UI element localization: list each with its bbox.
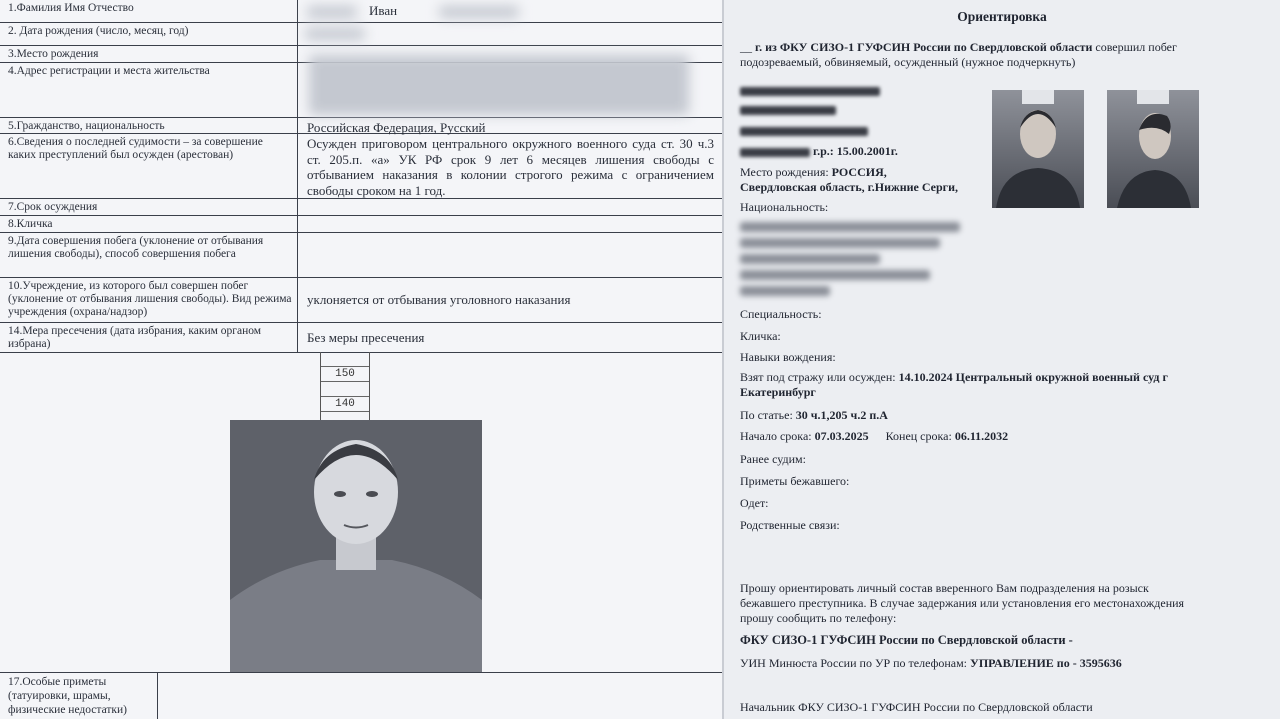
intro-line-2: подозреваемый, обвиняемый, осужденный (нужное подчеркнуть): [740, 55, 1076, 69]
row-label: 10.Учреждение, из которого был совершен побег (уклонение от отбывания лишения свободы). Вид режима учреждения (охрана/надзор): [0, 278, 298, 322]
table-row: [0, 134, 722, 199]
redaction: [307, 6, 357, 18]
person-silhouette-icon: [230, 420, 482, 672]
table-row: [0, 323, 722, 353]
custody-line: Взят под стражу или осужден: 14.10.2024 Центральный окружной военный суд г: [740, 370, 1168, 384]
mugshot-photo: [230, 420, 482, 672]
row-value: Осужден приговором центрального окружного военного суда ст. 30 ч.3 ст. 205.п. «а» УК РФ срок 9 лет 6 месяцев лишения свободы с отбыванием наказания в колонии строгого режима с ограничением свободы сроком на 1 год.: [307, 136, 714, 198]
row-value: [299, 23, 722, 45]
dressed-line: Одет:: [740, 496, 769, 510]
table-row: [0, 278, 722, 323]
person-front-icon: [992, 90, 1084, 208]
row-label: 9.Дата совершения побега (уклонение от отбывания лишения свободы), способ совершения побега: [0, 233, 298, 277]
nickname-line: Кличка:: [740, 329, 781, 343]
scale-mark: 140: [321, 397, 369, 412]
row-label: 17.Особые приметы (татуировки, шрамы, физические недостатки): [0, 673, 158, 719]
dob-line: г.р.: 15.00.2001г.: [740, 144, 898, 158]
table-row: [0, 216, 722, 233]
table-row: [0, 672, 722, 719]
driving-line: Навыки вождения:: [740, 350, 836, 364]
row-value: [299, 216, 722, 232]
custody-line-2: Екатеринбург: [740, 385, 816, 399]
relatives-line: Родственные связи:: [740, 518, 840, 532]
intro-line: __ г. из ФКУ СИЗО-1 ГУФСИН России по Свердловской области совершил побег: [740, 40, 1177, 54]
signs-line: Приметы бежавшего:: [740, 474, 850, 488]
table-row: [0, 233, 722, 278]
table-row: [0, 118, 722, 134]
mugshot-front: [992, 90, 1084, 208]
uin-line: УИН Минюста России по УР по телефонам: УПРАВЛЕНИЕ по - 3595636: [740, 656, 1122, 670]
row-label: 14.Мера пресечения (дата избрания, каким органом избрана): [0, 323, 298, 352]
redaction: [305, 28, 365, 40]
table-row: [0, 63, 722, 118]
page-title: Ориентировка: [957, 9, 1047, 24]
nationality-line: Национальность:: [740, 200, 829, 214]
prior-line: Ранее судим:: [740, 452, 806, 466]
birthplace-line-2: Свердловская область, г.Нижние Серги,: [740, 180, 959, 194]
term-line: Начало срока: 07.03.2025 Конец срока: 06.11.2032: [740, 429, 1009, 443]
specialty-line: Специальность:: [740, 307, 822, 321]
row-value: [299, 233, 722, 277]
redacted-name: [740, 102, 836, 116]
footer-line: Начальник ФКУ СИЗО-1 ГУФСИН России по Свердловской области: [740, 700, 1093, 714]
row-label: 6.Сведения о последней судимости – за совершение каких преступлений был осужден (арестован): [0, 134, 298, 198]
orientation-sheet: [724, 0, 1280, 719]
org-line: ФКУ СИЗО-1 ГУФСИН России по Свердловской области -: [740, 633, 1073, 647]
request-line-3: прошу сообщить по телефону:: [740, 611, 897, 625]
row-label: 5.Гражданство, национальность: [0, 118, 298, 133]
row-value: Российская Федерация, Русский: [307, 120, 486, 135]
height-scale: [320, 352, 370, 422]
table-row: [0, 0, 722, 23]
redacted-block: [740, 222, 970, 302]
scale-mark: 150: [321, 367, 369, 382]
row-value: [299, 0, 722, 22]
table-row: [0, 23, 722, 46]
row-value: [299, 63, 722, 117]
table-row: [0, 199, 722, 216]
redaction: [439, 6, 519, 18]
article-line: По статье: 30 ч.1,205 ч.2 п.А: [740, 408, 888, 422]
person-profile-icon: [1107, 90, 1199, 208]
row-value: Без меры пресечения: [307, 330, 425, 345]
photo-area: [0, 352, 722, 672]
redaction: [309, 55, 689, 115]
row-label: 7.Срок осуждения: [0, 199, 298, 215]
row-label: 2. Дата рождения (число, месяц, год): [0, 23, 298, 45]
request-line-2: бежавшего преступника. В случае задержания или установления его местонахождения: [740, 596, 1185, 610]
redacted-patronymic: [740, 123, 868, 137]
first-name: Иван: [369, 3, 398, 18]
birthplace-line: Место рождения: РОССИЯ,: [740, 165, 887, 179]
row-label: 1.Фамилия Имя Отчество: [0, 0, 298, 22]
redacted-surname: [740, 83, 880, 97]
row-value: [299, 199, 722, 215]
row-value: уклоняется от отбывания уголовного наказания: [307, 292, 571, 307]
row-label: 4.Адрес регистрации и места жительства: [0, 63, 298, 117]
row-label: 8.Кличка: [0, 216, 298, 232]
row-label: 3.Место рождения: [0, 46, 298, 62]
request-line-1: Прошу ориентировать личный состав вверенного Вам подразделения на розыск: [740, 581, 1149, 595]
mugshot-profile: [1107, 90, 1199, 208]
